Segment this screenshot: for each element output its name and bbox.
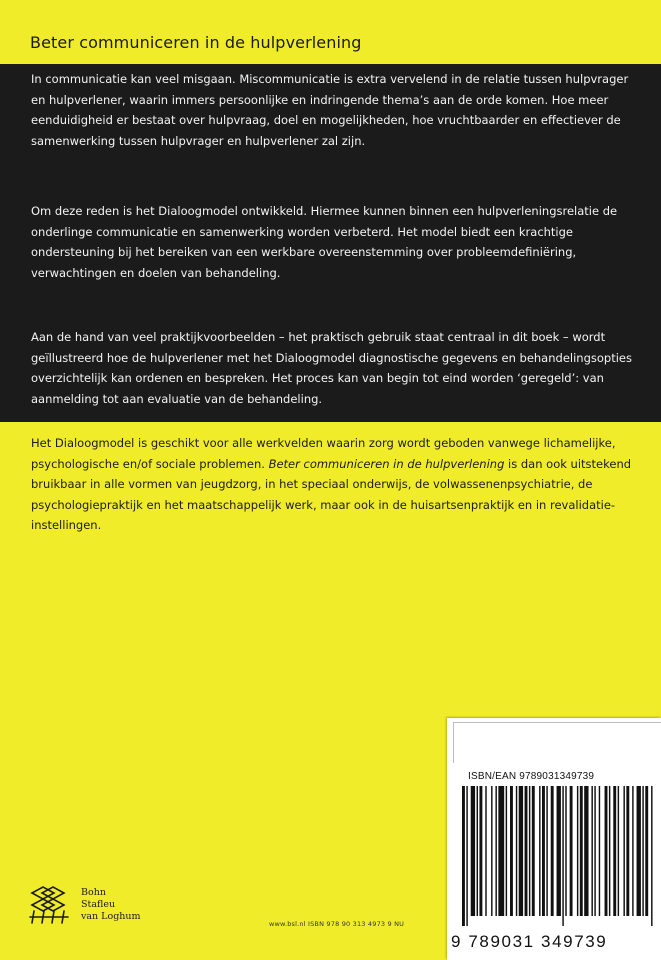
description-paragraph-3: Aan de hand van veel praktijkvoorbeelden – het praktisch gebruik staat centraal in dit boek – wordt geïllustreerd hoe de hulpverlener met het Dialoogmodel diagnostische gegevens en behandelingsopties overzichtelijk kan ordenen en bespreken. Het proces kan van begin tot eind worden ‘geregeld’: van aanmelding tot aan evaluatie van de behandeling.: [31, 330, 632, 406]
barcode-bar: [565, 786, 566, 916]
description-paragraph-1: In communicatie kan veel misgaan. Miscommunicatie is extra vervelend in de relatie tussen hulpvrager en hulpverlener, waarin immers persoonlijke en indringende thema’s aan de orde komen. Hoe meer eenduidigheid er bestaat over hulpvraag, doel en mogelijkheden, hoe vruchtbaarder en effectiever de samenwerking tussen hulpvrager en hulpverlener zal zijn.: [31, 72, 629, 148]
barcode-bar: [632, 786, 633, 916]
barcode-bar: [529, 786, 530, 916]
barcode-bar: [609, 786, 610, 916]
barcode-bar: [605, 786, 608, 916]
publisher-name-line-3: van Loghum: [81, 911, 141, 922]
barcode-bar: [618, 786, 619, 916]
publisher-name-line-1: Bohn: [81, 887, 106, 898]
barcode-bar: [584, 786, 588, 916]
barcode-bar: [594, 786, 595, 916]
barcode-bar: [626, 786, 629, 916]
audience-text-end: is dan ook uitstekend bruikbaar in alle vormen van jeugdzorg, in het speciaal onderwijs, de volwassenenpsychiatrie, de psychologiepraktijk en het maatschappelijk werk, maar ook in de huisartsenpraktijk en in revalidatie-instellingen.: [31, 456, 632, 532]
barcode-bar: [599, 786, 600, 916]
barcode-bar: [477, 786, 478, 916]
barcode-bar: [542, 786, 545, 916]
footer-isbn-line: www.bsl.nl ISBN 978 90 313 4973 9 NU: [269, 920, 405, 928]
barcode-bar: [642, 786, 643, 916]
barcode-bar: [462, 786, 465, 926]
barcode-bar: [645, 786, 648, 916]
barcode-bar: [557, 786, 561, 916]
barcode-bar: [539, 786, 540, 916]
barcode-bar: [466, 786, 467, 926]
barcode-bar: [495, 786, 496, 916]
barcode-bar: [491, 786, 492, 916]
barcode-bar: [551, 786, 554, 916]
publisher-name-line-2: Stafleu: [81, 899, 116, 910]
barcode-bar: [471, 786, 475, 916]
audience-text-start: Het Dialoogmodel is geschikt voor alle werkvelden waarin zorg wordt geboden vanwege lichamelijke, psychologische en/of sociale problemen.: [31, 436, 616, 471]
barcode-bar: [532, 786, 535, 916]
book-title: Beter communiceren in de hulpverlening: [30, 33, 362, 52]
barcode-bar: [637, 786, 641, 916]
barcode-bar: [479, 786, 482, 916]
barcode-bar: [510, 786, 513, 916]
barcode-bar: [562, 786, 563, 926]
title-band: [0, 0, 661, 64]
barcode-bar: [613, 786, 616, 916]
barcode-bar: [580, 786, 583, 916]
ean-digits: 9 789031 349739: [451, 932, 608, 951]
description-paragraph-2: Om deze reden is het Dialoogmodel ontwikkeld. Hiermee kunnen binnen een hulpverleningsrelatie de onderlinge communicatie en samenwerking worden verbeterd. Het model biedt een krachtige ondersteuning bij het bereiken van een werkbare overeenstemming over probleemdefiniëring, verwachtingen en doelen van behandeling.: [31, 204, 618, 280]
barcode-bar: [570, 786, 573, 916]
barcode-bar: [506, 786, 507, 916]
barcode-bar: [485, 786, 486, 916]
audience-paragraph: [31, 433, 637, 536]
barcode-bar: [577, 786, 578, 916]
barcode-bar: [519, 786, 523, 916]
barcode-bar: [651, 786, 652, 926]
barcode-bar: [516, 786, 517, 916]
audience-book-title: Beter communiceren in de hulpverlening: [268, 456, 505, 471]
isbn-label: ISBN/EAN 9789031349739: [468, 771, 595, 782]
barcode-bar: [525, 786, 528, 916]
sticker-edge: [453, 722, 661, 763]
publisher-name: [81, 887, 141, 923]
barcode-bar: [591, 786, 592, 916]
barcode-bar: [498, 786, 504, 916]
barcode-bar: [623, 786, 624, 916]
barcode-bar: [546, 786, 547, 916]
bsl-logo-icon: [28, 883, 72, 927]
ean-barcode: [460, 786, 656, 926]
publisher-block: [28, 883, 168, 933]
